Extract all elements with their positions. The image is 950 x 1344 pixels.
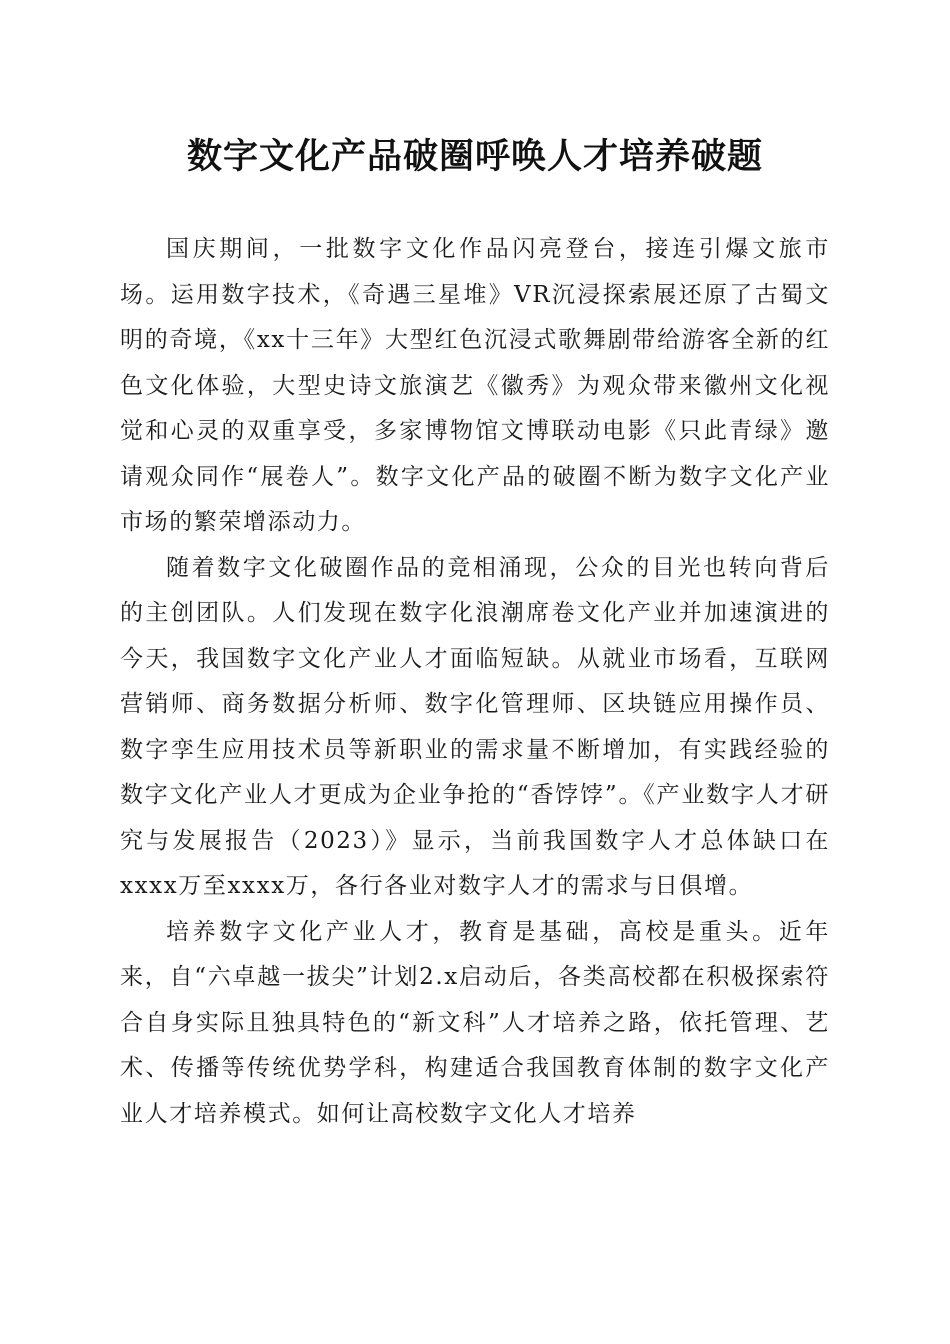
paragraph: 随着数字文化破圈作品的竞相涌现，公众的目光也转向背后的主创团队。人们发现在数字化浪潮席卷文化产业并加速演进的今天，我国数字文化产业人才面临短缺。从就业市场看，互联网营销师、商务数据分析师、数字化管理师、区块链应用操作员、数字孪生应用技术员等新职业的需求量不断增加，有实践经验的数字文化产业人才更成为企业争抢的“香饽饽”。《产业数字人才研究与发展报告（2023）》显示，当前我国数字人才总体缺口在xxxx万至xxxx万，各行各业对数字人才的需求与日俱增。: [120, 554, 830, 899]
paragraph: 国庆期间，一批数字文化作品闪亮登台，接连引爆文旅市场。运用数字技术，《奇遇三星堆》VR沉浸探索展还原了古蜀文明的奇境，《xx十三年》大型红色沉浸式歌舞剧带给游客全新的红色文化体验，大型史诗文旅演艺《徽秀》为观众带来徽州文化视觉和心灵的双重享受，多家博物馆文博联动电影《只此青绿》邀请观众同作“展卷人”。数字文化产品的破圈不断为数字文化产业市场的繁荣增添动力。: [120, 236, 830, 535]
document-body: [120, 227, 830, 1137]
paragraph: 培养数字文化产业人才，教育是基础，高校是重头。近年来，自“六卓越一拔尖”计划2.x启动后，各类高校都在积极探索符合自身实际且独具特色的“新文科”人才培养之路，依托管理、艺术、传播等传统优势学科，构建适合我国教育体制的数字文化产业人才培养模式。如何让高校数字文化人才培养: [120, 918, 830, 1127]
document-title: 数字文化产品破圈呼唤人才培养破题: [186, 136, 763, 177]
